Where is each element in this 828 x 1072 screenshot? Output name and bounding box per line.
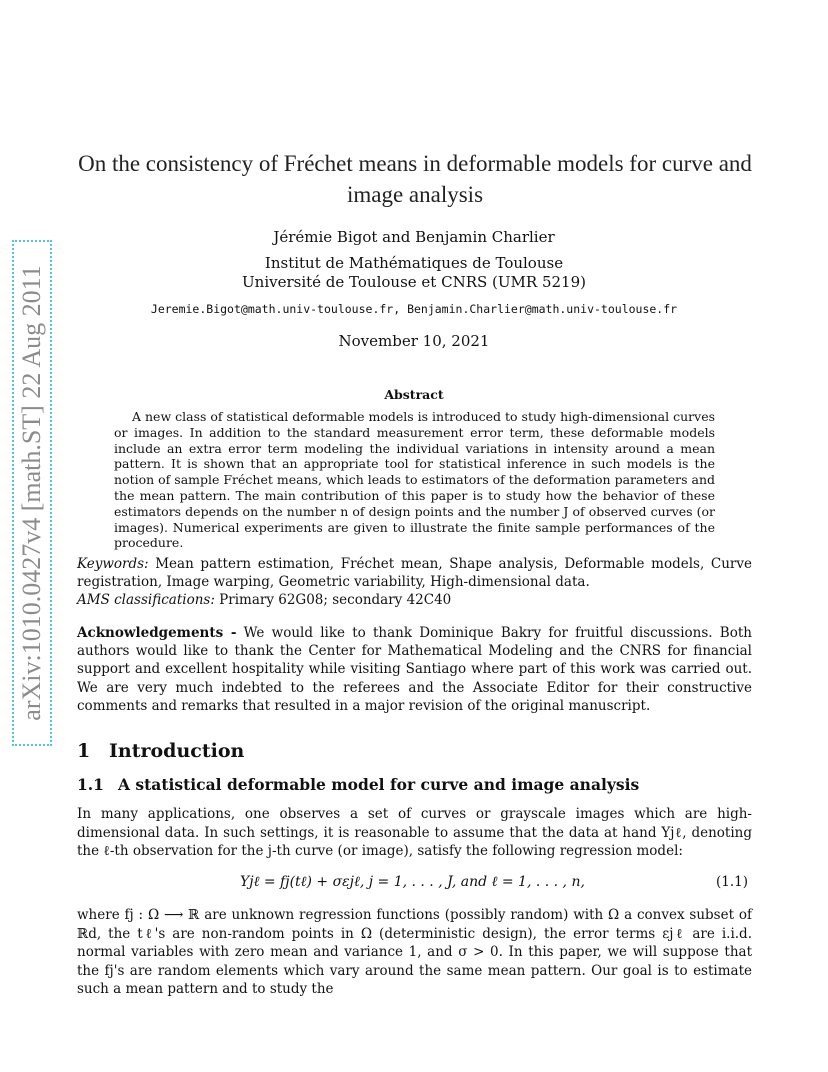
- section-title: Introduction: [109, 740, 245, 762]
- affiliation-line-2: Université de Toulouse et CNRS (UMR 5219): [242, 273, 586, 291]
- ams-text: Primary 62G08; secondary 42C40: [219, 592, 452, 608]
- paragraph-1: In many applications, one observes a set of curves or grayscale images which are high-dimensional data. In such settings, it is reasonable to assume that the data at hand Yjℓ, denoting the ℓ-th observation for the j-th curve (or image), satisfy the following regression model:: [77, 806, 752, 860]
- author-emails: Jeremie.Bigot@math.univ-toulouse.fr, Benjamin.Charlier@math.univ-toulouse.fr: [150, 302, 678, 316]
- date: November 10, 2021: [338, 332, 490, 350]
- equation: Yjℓ = fj(tℓ) + σεjℓ, j = 1, . . . , J, and ℓ = 1, . . . , n,: [240, 874, 585, 890]
- subsection-heading: [77, 775, 639, 794]
- arxiv-stamp-label: arXiv:1010.0427v4 [math.ST] 22 Aug 2011: [17, 265, 46, 721]
- keywords-label: Keywords:: [77, 556, 149, 572]
- section-number: 1: [77, 740, 91, 762]
- affiliation-line-1: Institut de Mathématiques de Toulouse: [264, 254, 564, 272]
- subsection-title: A statistical deformable model for curve and image analysis: [118, 775, 640, 794]
- acknowledgements: [77, 624, 752, 715]
- ams-label: AMS classifications:: [77, 592, 215, 608]
- equation-number: (1.1): [716, 874, 749, 890]
- keywords-text: Mean pattern estimation, Fréchet mean, Shape analysis, Deformable models, Curve registration, Image warping, Geometric variability, High-dimensional data.: [77, 556, 752, 590]
- abstract-heading: Abstract: [384, 387, 444, 402]
- section-heading: [77, 740, 244, 762]
- abstract-body: A new class of statistical deformable models is introduced to study high-dimensional curves or images. In addition to the standard measurement error term, these deformable models include an extra error term modeling the individual variations in intensity around a mean pattern. It is shown that an appropriate tool for statistical inference in such models is the notion of sample Fréchet means, which leads to estimators of the deformation parameters and the mean pattern. The main contribution of this paper is to study how the behavior of these estimators depends on the number n of design points and the number J of observed curves (or images). Numerical experiments are given to illustrate the finite sample performances of the procedure.: [114, 409, 716, 551]
- subsection-number: 1.1: [77, 775, 104, 794]
- authors: Jérémie Bigot and Benjamin Charlier: [273, 228, 555, 246]
- paper-title: On the consistency of Fréchet means in deformable models for curve and image analysis: [78, 151, 752, 207]
- acknowledgements-text: We would like to thank Dominique Bakry for fruitful discussions. Both authors would like to thank the Center for Mathematical Modeling and the CNRS for financial support and excellent hospitality while visiting Santiago where part of this work was carried out. We are very much indebted to the referees and the Associate Editor for their constructive comments and remarks that resulted in a major revision of the original manuscript.: [77, 625, 752, 714]
- acknowledgements-label: Acknowledgements -: [77, 625, 237, 641]
- affiliation: [0, 254, 828, 292]
- keywords-block: [77, 555, 752, 609]
- keywords-line: [77, 555, 752, 591]
- ams-line: [77, 591, 752, 609]
- paragraph-2: where fj : Ω ⟶ ℝ are unknown regression functions (possibly random) with Ω a convex subset of ℝd, the tℓ's are non-random points in Ω (deterministic design), the error terms εjℓ are i.i.d. normal variables with zero mean and variance 1, and σ > 0. In this paper, we will suppose that the fj's are random elements which vary around the same mean pattern. Our goal is to estimate such a mean pattern and to study the: [77, 907, 752, 998]
